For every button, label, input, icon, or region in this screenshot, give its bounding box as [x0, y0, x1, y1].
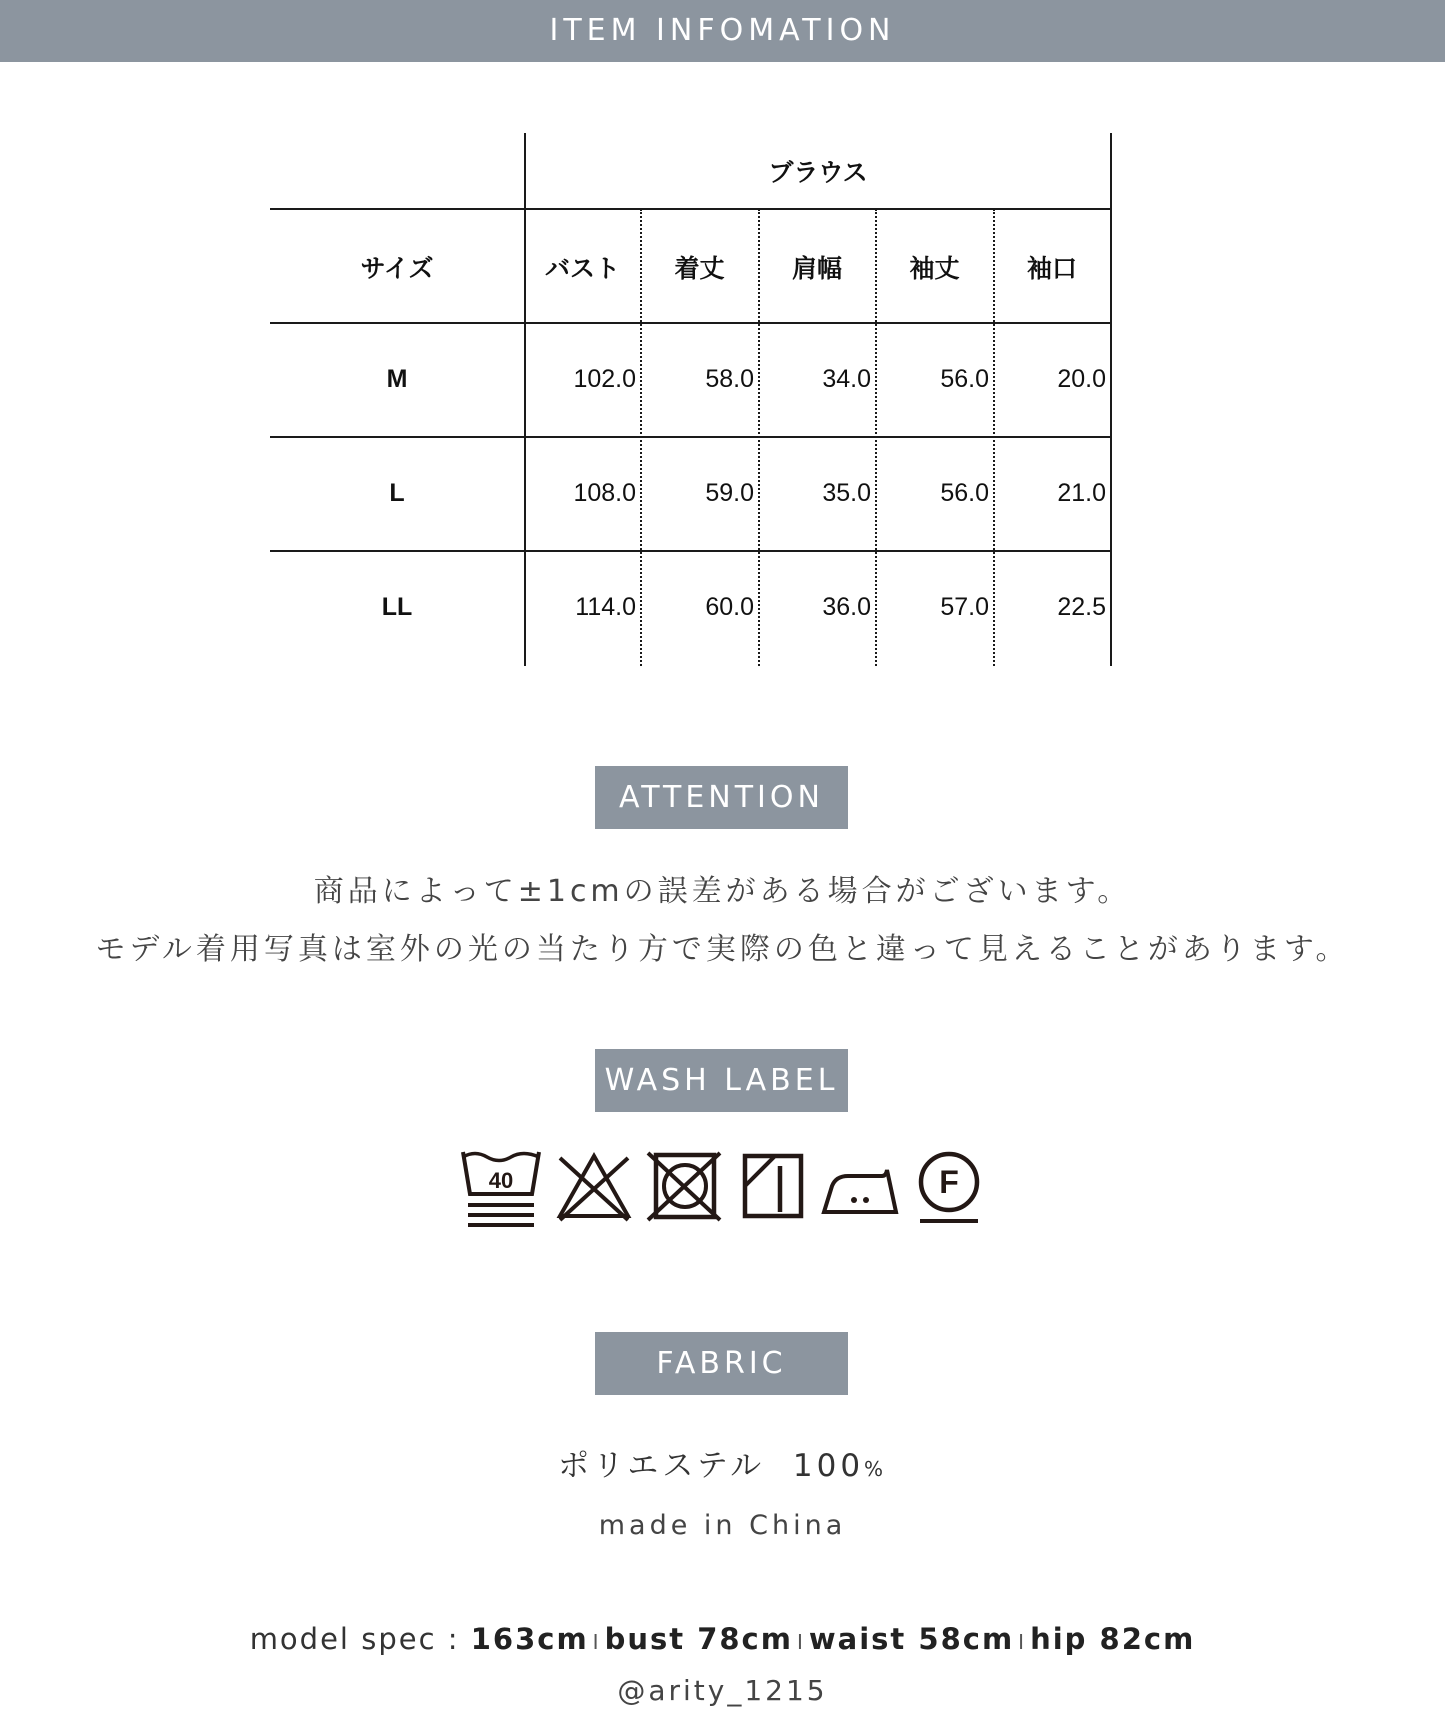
table-cell: 59.0 — [705, 479, 754, 507]
table-cell: 102.0 — [573, 365, 636, 393]
model-spec — [0, 1622, 1445, 1656]
table-cell: 20.0 — [1057, 365, 1106, 393]
table-cell: 56.0 — [940, 479, 989, 507]
table-divider — [270, 550, 1112, 552]
table-row-size: M — [386, 365, 408, 393]
fabric-material: ポリエステル — [557, 1448, 766, 1484]
table-cell: 36.0 — [822, 593, 871, 621]
table-cell: 58.0 — [705, 365, 754, 393]
table-cell: 56.0 — [940, 365, 989, 393]
model-account: @arity_1215 — [617, 1674, 828, 1707]
garment-header: ブラウス — [768, 159, 868, 187]
column-header-shoulder: 肩幅 — [791, 255, 842, 283]
table-divider — [1110, 133, 1112, 666]
dry-clean-letter: F — [939, 1164, 959, 1200]
fabric-amount: 100 — [792, 1448, 865, 1484]
attention-line-2: モデル着用写真は室外の光の当たり方で実際の色と違って見えることがあります。 — [95, 932, 1350, 967]
table-divider — [270, 322, 1112, 324]
table-cell: 22.5 — [1057, 593, 1106, 621]
column-header-cuff: 袖口 — [1026, 255, 1077, 283]
column-header-length: 着丈 — [674, 255, 725, 283]
table-cell: 35.0 — [822, 479, 871, 507]
origin-text: made in China — [598, 1510, 847, 1541]
model-height: 163cm — [470, 1622, 589, 1656]
size-table — [0, 0, 1445, 680]
wash-40-gentle-icon — [460, 1150, 542, 1230]
spec-separator: I — [796, 1630, 805, 1654]
fabric-composition — [0, 1440, 1445, 1485]
attention-label: ATTENTION — [595, 766, 848, 829]
table-divider — [524, 133, 526, 666]
table-cell: 34.0 — [822, 365, 871, 393]
fabric-label: FABRIC — [595, 1332, 848, 1395]
model-hip: hip 82cm — [1030, 1622, 1196, 1656]
model-spec-prefix: model spec : — [249, 1622, 471, 1656]
table-cell: 57.0 — [940, 593, 989, 621]
table-row-size: LL — [381, 593, 413, 621]
page-title: ITEM INFOMATION — [549, 13, 896, 48]
spec-separator: I — [1018, 1630, 1027, 1654]
fabric-percent: % — [864, 1457, 888, 1481]
table-divider — [270, 436, 1112, 438]
table-divider — [270, 208, 1112, 210]
model-bust: bust 78cm — [604, 1622, 793, 1656]
wash-label-label: WASH LABEL — [595, 1049, 848, 1112]
attention-line-1: 商品によって±1cmの誤差がある場合がございます。 — [313, 874, 1132, 909]
column-header-bust: バスト — [544, 255, 620, 283]
no-bleach-icon — [556, 1150, 632, 1222]
spec-separator: I — [592, 1630, 601, 1654]
size-header: サイズ — [360, 255, 434, 283]
wash-temperature: 40 — [488, 1168, 514, 1193]
no-tumble-dry-icon — [646, 1150, 722, 1222]
table-row-size: L — [389, 479, 405, 507]
table-cell: 108.0 — [573, 479, 636, 507]
wash-icons — [460, 1150, 985, 1230]
line-dry-shade-icon — [742, 1150, 806, 1222]
column-header-sleeve: 袖丈 — [909, 255, 960, 283]
dry-clean-f-icon — [916, 1150, 982, 1226]
table-cell: 114.0 — [575, 593, 636, 621]
table-cell: 60.0 — [705, 593, 754, 621]
model-waist: waist 58cm — [808, 1622, 1015, 1656]
table-cell: 21.0 — [1057, 479, 1106, 507]
iron-medium-icon — [820, 1150, 900, 1222]
